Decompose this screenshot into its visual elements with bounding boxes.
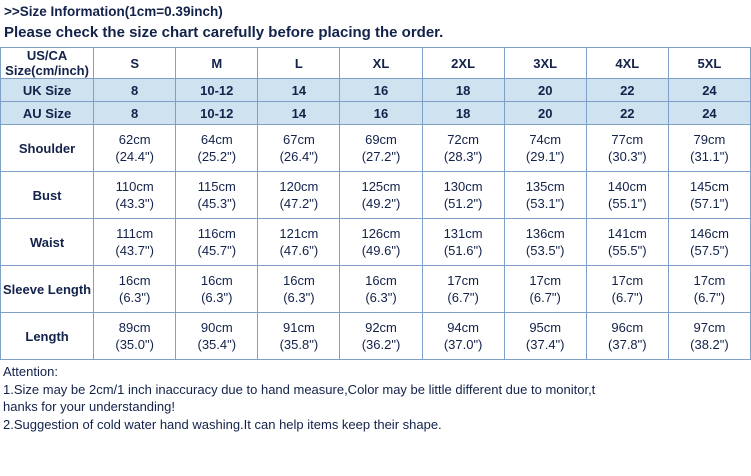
value-inch: (24.4") xyxy=(115,149,154,164)
cell-length-4xl xyxy=(586,313,668,360)
cell-shoulder-2xl xyxy=(422,125,504,172)
value-inch: (53.1") xyxy=(525,196,565,211)
cell-uk-2xl: 18 xyxy=(422,79,504,102)
value-cm: 16cm xyxy=(200,273,233,288)
cell-uk-3xl: 20 xyxy=(504,79,586,102)
cell-waist-m xyxy=(176,219,258,266)
cell-waist-5xl xyxy=(668,219,750,266)
header-cell-size-label xyxy=(1,48,94,79)
cell-waist-4xl xyxy=(586,219,668,266)
value-inch: (6.3") xyxy=(201,290,233,305)
value-inch: (57.1") xyxy=(690,196,729,211)
value-inch: (37.8") xyxy=(608,337,647,352)
value-inch: (49.6") xyxy=(361,243,401,258)
value-cm: 16cm xyxy=(365,273,397,288)
value-cm: 130cm xyxy=(443,179,483,194)
value-inch: (57.5") xyxy=(690,243,729,258)
value-cm: 121cm xyxy=(279,226,319,241)
value-cm: 89cm xyxy=(118,320,151,335)
cell-au-m: 10-12 xyxy=(176,102,258,125)
cell-waist-2xl xyxy=(422,219,504,266)
value-cm: 77cm xyxy=(611,132,644,147)
cell-uk-l: 14 xyxy=(258,79,340,102)
attention-title: Attention: xyxy=(3,364,58,379)
value-cm: 131cm xyxy=(443,226,483,241)
header-cell-xl: XL xyxy=(340,48,422,79)
value-inch: (37.4") xyxy=(525,337,565,352)
cell-sleeve-l xyxy=(258,266,340,313)
value-inch: (38.2") xyxy=(690,337,729,352)
value-cm: 140cm xyxy=(607,179,647,194)
header-cell-m: M xyxy=(176,48,258,79)
table-row xyxy=(1,125,751,172)
row-label-au-size: AU Size xyxy=(1,102,94,125)
value-cm: 96cm xyxy=(611,320,644,335)
value-inch: (43.3") xyxy=(115,196,154,211)
table-row xyxy=(1,266,751,313)
cell-length-l xyxy=(258,313,340,360)
row-label-sleeve-length: Sleeve Length xyxy=(1,266,94,313)
header-cell-3xl: 3XL xyxy=(504,48,586,79)
value-inch: (28.3") xyxy=(443,149,483,164)
value-cm: 120cm xyxy=(279,179,319,194)
value-inch: (53.5") xyxy=(525,243,565,258)
cell-shoulder-m xyxy=(176,125,258,172)
value-cm: 69cm xyxy=(365,132,397,147)
row-label-bust: Bust xyxy=(1,172,94,219)
value-inch: (26.4") xyxy=(279,149,319,164)
cell-uk-s: 8 xyxy=(94,79,176,102)
value-cm: 97cm xyxy=(693,320,726,335)
table-row xyxy=(1,102,751,125)
cell-sleeve-4xl xyxy=(586,266,668,313)
value-cm: 91cm xyxy=(282,320,315,335)
value-inch: (6.7") xyxy=(693,290,726,305)
value-inch: (6.7") xyxy=(611,290,643,305)
cell-sleeve-5xl xyxy=(668,266,750,313)
header-cell-2xl: 2XL xyxy=(422,48,504,79)
value-inch: (36.2") xyxy=(361,337,401,352)
cell-waist-3xl xyxy=(504,219,586,266)
value-inch: (6.7") xyxy=(447,290,479,305)
value-cm: 125cm xyxy=(361,179,401,194)
value-inch: (29.1") xyxy=(525,149,565,164)
table-row xyxy=(1,172,751,219)
cell-bust-3xl xyxy=(504,172,586,219)
cell-au-5xl: 24 xyxy=(668,102,750,125)
cell-au-xl: 16 xyxy=(340,102,422,125)
header-region-label: US/CA xyxy=(26,48,68,63)
cell-sleeve-2xl xyxy=(422,266,504,313)
cell-length-m xyxy=(176,313,258,360)
value-cm: 126cm xyxy=(361,226,401,241)
value-cm: 90cm xyxy=(200,320,233,335)
value-cm: 17cm xyxy=(611,273,644,288)
size-chart-notice: Please check the size chart carefully before placing the order. xyxy=(4,24,444,41)
value-inch: (6.3") xyxy=(118,290,151,305)
value-cm: 92cm xyxy=(365,320,397,335)
table-row xyxy=(1,313,751,360)
cell-au-s: 8 xyxy=(94,102,176,125)
cell-bust-2xl xyxy=(422,172,504,219)
value-cm: 16cm xyxy=(118,273,151,288)
value-cm: 17cm xyxy=(529,273,562,288)
attention-line-1: 1.Size may be 2cm/1 inch inaccuracy due to hand measure,Color may be little different due to monitor,t xyxy=(3,381,596,397)
cell-length-xl xyxy=(340,313,422,360)
cell-uk-5xl: 24 xyxy=(668,79,750,102)
cell-length-3xl xyxy=(504,313,586,360)
cell-sleeve-xl xyxy=(340,266,422,313)
row-label-shoulder: Shoulder xyxy=(1,125,94,172)
table-row xyxy=(1,79,751,102)
value-cm: 136cm xyxy=(525,226,565,241)
value-inch: (35.4") xyxy=(197,337,237,352)
cell-bust-s xyxy=(94,172,176,219)
value-inch: (6.3") xyxy=(365,290,397,305)
cell-sleeve-m xyxy=(176,266,258,313)
value-inch: (6.7") xyxy=(529,290,561,305)
value-cm: 17cm xyxy=(447,273,479,288)
row-label-waist: Waist xyxy=(1,219,94,266)
table-header-row xyxy=(1,48,751,79)
row-label-uk-size: UK Size xyxy=(1,79,94,102)
cell-au-2xl: 18 xyxy=(422,102,504,125)
value-inch: (51.6") xyxy=(443,243,483,258)
cell-shoulder-4xl xyxy=(586,125,668,172)
header-cell-4xl: 4XL xyxy=(586,48,668,79)
value-cm: 95cm xyxy=(529,320,562,335)
value-inch: (55.5") xyxy=(608,243,647,258)
value-inch: (55.1") xyxy=(608,196,647,211)
value-cm: 141cm xyxy=(607,226,647,241)
value-cm: 115cm xyxy=(197,179,236,194)
cell-length-5xl xyxy=(668,313,750,360)
cell-length-s xyxy=(94,313,176,360)
cell-bust-xl xyxy=(340,172,422,219)
value-cm: 145cm xyxy=(689,179,729,194)
attention-line-1-cont: hanks for your understanding! xyxy=(3,399,175,414)
value-cm: 64cm xyxy=(200,132,233,147)
value-inch: (45.7") xyxy=(197,243,237,258)
value-cm: 146cm xyxy=(689,226,729,241)
value-inch: (43.7") xyxy=(115,243,154,258)
cell-shoulder-s xyxy=(94,125,176,172)
value-cm: 79cm xyxy=(693,132,726,147)
value-inch: (47.6") xyxy=(279,243,319,258)
cell-length-2xl xyxy=(422,313,504,360)
cell-sleeve-s xyxy=(94,266,176,313)
cell-waist-s xyxy=(94,219,176,266)
value-cm: 17cm xyxy=(693,273,726,288)
cell-waist-l xyxy=(258,219,340,266)
value-cm: 67cm xyxy=(282,132,315,147)
cell-shoulder-xl xyxy=(340,125,422,172)
cell-uk-m: 10-12 xyxy=(176,79,258,102)
header-cell-5xl: 5XL xyxy=(668,48,750,79)
size-info-heading: >>Size Information(1cm=0.39inch) xyxy=(4,4,223,19)
value-inch: (25.2") xyxy=(197,149,237,164)
value-cm: 110cm xyxy=(115,179,154,194)
value-inch: (31.1") xyxy=(690,149,729,164)
cell-bust-4xl xyxy=(586,172,668,219)
value-inch: (45.3") xyxy=(197,196,237,211)
cell-shoulder-5xl xyxy=(668,125,750,172)
value-cm: 74cm xyxy=(529,132,562,147)
header-unit-label: Size(cm/inch) xyxy=(5,63,89,78)
cell-waist-xl xyxy=(340,219,422,266)
cell-au-3xl: 20 xyxy=(504,102,586,125)
value-cm: 16cm xyxy=(282,273,315,288)
value-inch: (27.2") xyxy=(361,149,401,164)
cell-bust-l xyxy=(258,172,340,219)
cell-uk-xl: 16 xyxy=(340,79,422,102)
cell-au-l: 14 xyxy=(258,102,340,125)
attention-notes xyxy=(0,360,751,433)
cell-shoulder-l xyxy=(258,125,340,172)
row-label-length: Length xyxy=(1,313,94,360)
header-cell-l: L xyxy=(258,48,340,79)
value-cm: 116cm xyxy=(197,226,236,241)
value-cm: 72cm xyxy=(447,132,479,147)
cell-uk-4xl: 22 xyxy=(586,79,668,102)
value-cm: 135cm xyxy=(525,179,565,194)
cell-bust-5xl xyxy=(668,172,750,219)
value-inch: (49.2") xyxy=(361,196,401,211)
header-cell-s: S xyxy=(94,48,176,79)
cell-bust-m xyxy=(176,172,258,219)
value-inch: (37.0") xyxy=(443,337,483,352)
cell-shoulder-3xl xyxy=(504,125,586,172)
value-inch: (47.2") xyxy=(279,196,319,211)
attention-line-2: 2.Suggestion of cold water hand washing.It can help items keep their shape. xyxy=(3,416,442,432)
value-inch: (35.0") xyxy=(115,337,154,352)
table-row xyxy=(1,219,751,266)
cell-au-4xl: 22 xyxy=(586,102,668,125)
value-inch: (30.3") xyxy=(608,149,647,164)
value-inch: (51.2") xyxy=(443,196,483,211)
value-cm: 62cm xyxy=(118,132,151,147)
cell-sleeve-3xl xyxy=(504,266,586,313)
value-inch: (35.8") xyxy=(279,337,319,352)
value-inch: (6.3") xyxy=(283,290,315,305)
value-cm: 94cm xyxy=(447,320,479,335)
size-chart-body xyxy=(1,48,751,360)
size-chart-table xyxy=(0,47,751,360)
value-cm: 111cm xyxy=(116,226,154,241)
